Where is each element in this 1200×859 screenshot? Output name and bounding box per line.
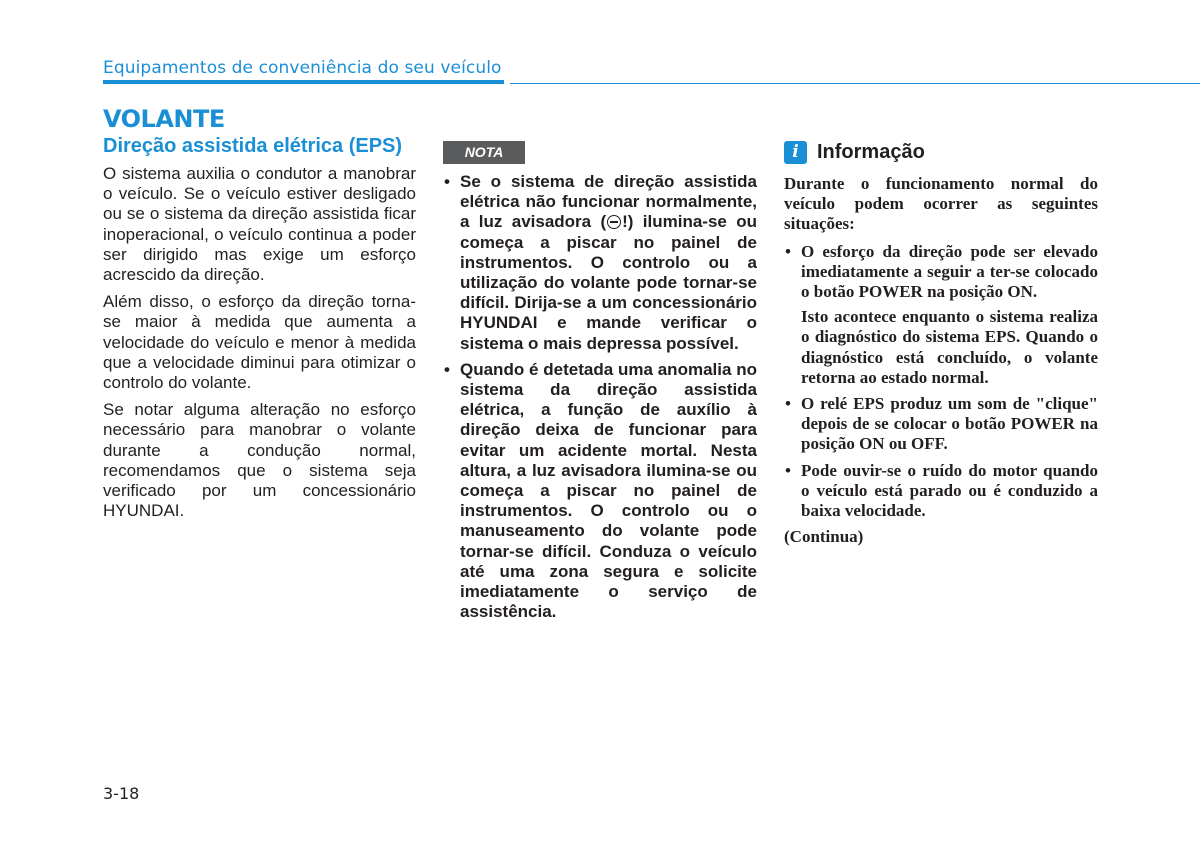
info-bullet-1-text: O esforço da direção pode ser elevado imediatamente a seguir a ter-se colocado o botão POWER na posição ON. bbox=[801, 241, 1098, 302]
info-intro: Durante o funcionamento normal do veículo podem ocorrer as seguintes situações: bbox=[784, 174, 1098, 234]
info-icon: i bbox=[784, 141, 807, 164]
continued-label: (Continua) bbox=[784, 527, 864, 547]
eps-subheading: Direção assistida elétrica (EPS) bbox=[103, 135, 403, 157]
info-list bbox=[784, 242, 1098, 522]
section-title: VOLANTE bbox=[103, 105, 225, 133]
chapter-header: Equipamentos de conveniência do seu veículo bbox=[103, 58, 502, 78]
nota-bullet-1-symbol: ! bbox=[622, 212, 628, 232]
steering-warning-icon bbox=[607, 215, 621, 229]
nota-column bbox=[443, 141, 757, 628]
nota-badge: NOTA bbox=[443, 141, 525, 164]
header-rule-thick bbox=[103, 80, 504, 84]
info-bullet-3: • Pode ouvir-se o ruído do motor quando o veículo está parado ou é conduzido a baixa velocidade. bbox=[784, 461, 1098, 522]
info-bullet-1-extra: Isto acontece enquanto o sistema realiza o diagnóstico do sistema EPS. Quando o diagnóstico está concluído, o volante retorna ao estado normal. bbox=[801, 307, 1098, 387]
nota-bullet-1 bbox=[443, 172, 757, 354]
eps-paragraph-1: O sistema auxilia o condutor a manobrar o veículo. Se o veículo estiver desligado ou se o sistema da direção assistida ficar inoperacional, o veículo continua a poder ser dirigido mas exige um esforço acrescido da direção. bbox=[103, 164, 416, 285]
info-header bbox=[784, 141, 1098, 164]
nota-bullet-1-after: ) ilumina-se ou começa a piscar no painel de instrumentos. O controlo ou a utilização do volante pode tornar-se difícil. Dirija-se a um concessionário HYUNDAI e mande verificar o sistema o mais depressa possível. bbox=[460, 212, 757, 353]
info-bullet-1 bbox=[784, 242, 1098, 388]
info-column bbox=[784, 141, 1098, 554]
nota-bullet-1-before: Se o sistema de direção assistida elétrica não funcionar normalmente, a luz avisadora ( bbox=[460, 172, 757, 232]
info-bullet-2: • O relé EPS produz um som de "clique" depois de se colocar o botão POWER na posição ON ou OFF. bbox=[784, 394, 1098, 455]
eps-column bbox=[103, 136, 416, 528]
page-number: 3-18 bbox=[103, 784, 140, 803]
header-rule-thin bbox=[510, 83, 1200, 84]
nota-bullet-2: • Quando é detetada uma anomalia no sistema da direção assistida elétrica, a função de auxílio à direção deixa de funcionar para evitar um acidente mortal. Nesta altura, a luz avisadora ilumina-se ou começa a piscar no painel de instrumentos. O controlo ou o manuseamento do volante pode tornar-se difícil. Conduza o veículo até uma zona segura e solicite imediatamente o serviço de assistência. bbox=[443, 360, 757, 623]
nota-list bbox=[443, 172, 757, 622]
eps-paragraph-2: Além disso, o esforço da direção torna-se maior à medida que aumenta a velocidade do veículo e menor à medida que a velocidade diminui para otimizar o controlo do volante. bbox=[103, 292, 416, 393]
eps-paragraph-3: Se notar alguma alteração no esforço necessário para manobrar o volante durante a condução normal, recomendamos que o sistema seja verificado por um concessionário HYUNDAI. bbox=[103, 400, 416, 521]
info-title: Informação bbox=[817, 141, 925, 163]
